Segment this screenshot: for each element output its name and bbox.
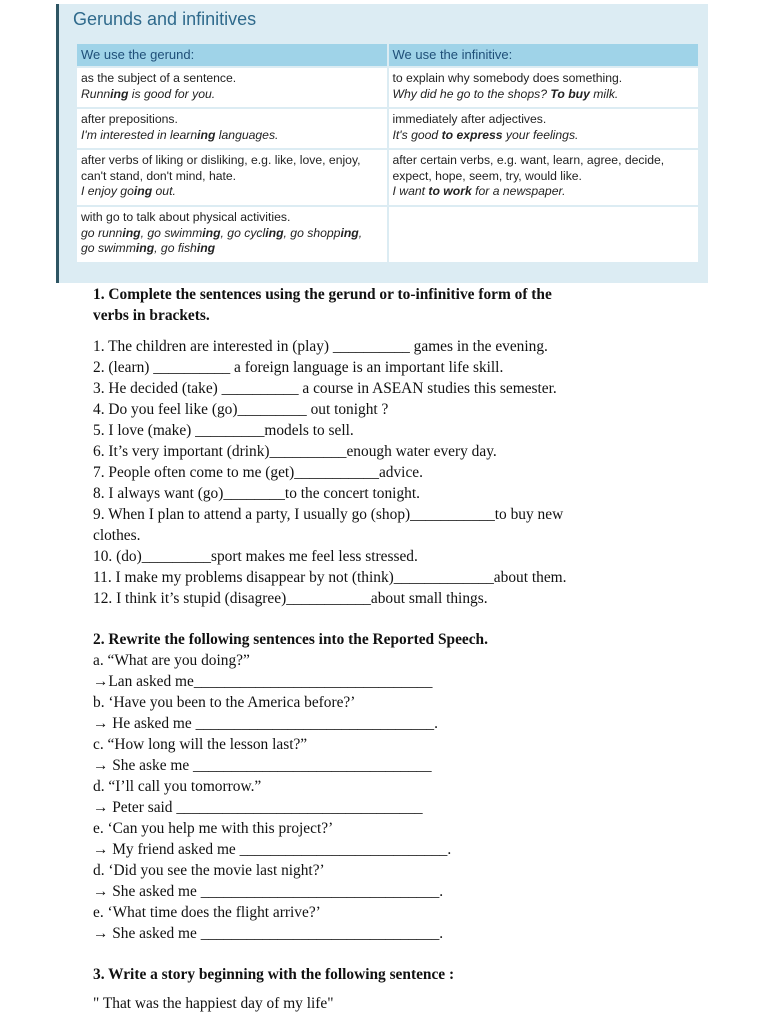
infinitive-cell — [388, 67, 700, 108]
reported-speech-line: →Lan asked me_______________________________ — [93, 673, 433, 690]
example-text: It's good to express your feelings. — [392, 127, 579, 142]
exercise-item: 1. The children are interested in (play) __________ games in the evening. — [93, 338, 548, 355]
reported-speech-line: b. ‘Have you been to the America before?’ — [93, 694, 356, 711]
gerund-cell — [76, 206, 388, 263]
example-text: Running is good for you. — [81, 86, 216, 101]
exercise-item: 9. When I plan to attend a party, I usually go (shop)___________to buy new — [93, 506, 564, 523]
exercise-item: 2. (learn) __________ a foreign language is an important life skill. — [93, 359, 504, 376]
reported-speech-line: → She aske me _______________________________ — [93, 757, 432, 774]
rule-text: expect, hope, seem, try, would like. — [392, 168, 582, 183]
grammar-reference-box — [56, 4, 708, 283]
infinitive-cell — [388, 149, 700, 206]
worksheet — [93, 283, 693, 1014]
exercise-item: 12. I think it’s stupid (disagree)___________about small things. — [93, 590, 488, 607]
section1-items — [93, 336, 693, 609]
reported-speech-line: c. “How long will the lesson last?” — [93, 736, 308, 753]
table-row — [76, 149, 699, 206]
example-text: I want to work for a newspaper. — [392, 184, 566, 198]
exercise-item: 7. People often come to me (get)___________advice. — [93, 464, 423, 481]
section1-heading-cont: verbs in brackets. — [93, 307, 210, 324]
example-text: go running, go swimming, go cycling, go shopping, — [81, 225, 363, 240]
example-text: I'm interested in learning languages. — [81, 127, 279, 142]
exercise-item: 10. (do)_________sport makes me feel less stressed. — [93, 548, 418, 565]
section2-heading: 2. Rewrite the following sentences into the Reported Speech. — [93, 631, 488, 648]
gerund-cell — [76, 108, 388, 149]
section3-heading: 3. Write a story beginning with the following sentence : — [93, 966, 455, 983]
rule-text: after verbs of liking or disliking, e.g. like, love, enjoy, — [81, 153, 361, 167]
reported-speech-line: → She asked me _______________________________. — [93, 925, 444, 942]
story-sentence: " That was the happiest day of my life" — [93, 995, 334, 1012]
table-row — [76, 206, 699, 263]
empty-cell — [388, 206, 700, 263]
exercise-item: 3. He decided (take) __________ a course in ASEAN studies this semester. — [93, 380, 557, 397]
example-text: Why did he go to the shops? To buy milk. — [392, 86, 619, 101]
exercise-item: clothes. — [93, 527, 141, 544]
rule-text: immediately after adjectives. — [392, 112, 547, 126]
example-text: I enjoy going out. — [81, 184, 176, 198]
exercise-item: 5. I love (make) _________models to sell. — [93, 422, 354, 439]
reported-speech-line: → My friend asked me ___________________________. — [93, 841, 452, 858]
gerund-column-header: We use the gerund: — [76, 43, 388, 67]
grammar-table — [75, 42, 700, 264]
exercise-item: 11. I make my problems disappear by not (think)_____________about them. — [93, 569, 567, 586]
reported-speech-line: d. ‘Did you see the movie last night?’ — [93, 862, 325, 879]
exercise-item: 6. It’s very important (drink)__________enough water every day. — [93, 443, 497, 460]
infinitive-cell — [388, 108, 700, 149]
reported-speech-line: e. ‘Can you help me with this project?’ — [93, 820, 334, 837]
rule-text: with go to talk about physical activities. — [81, 210, 291, 224]
table-row — [76, 108, 699, 149]
reported-speech-line: → Peter said ________________________________ — [93, 799, 423, 816]
reported-speech-line: e. ‘What time does the flight arrive?’ — [93, 904, 321, 921]
rule-text: to explain why somebody does something. — [392, 71, 623, 85]
exercise-item: 4. Do you feel like (go)_________ out tonight ? — [93, 401, 389, 418]
reported-speech-line: → He asked me _______________________________. — [93, 715, 438, 732]
reported-speech-line: a. “What are you doing?” — [93, 652, 250, 669]
gerund-cell — [76, 67, 388, 108]
example-text: go swimming, go fishing — [81, 241, 216, 255]
gerund-cell — [76, 149, 388, 206]
rule-text: after prepositions. — [81, 112, 178, 126]
exercise-item: 8. I always want (go)________to the concert tonight. — [93, 485, 420, 502]
reported-speech-line: d. “I’ll call you tomorrow.” — [93, 778, 262, 795]
section2-lines — [93, 650, 693, 944]
grammar-box-title: Gerunds and infinitives — [73, 9, 257, 29]
rule-text: as the subject of a sentence. — [81, 71, 237, 85]
table-row — [76, 67, 699, 108]
infinitive-column-header: We use the infinitive: — [388, 43, 700, 67]
rule-text: can't stand, don't mind, hate. — [81, 168, 237, 183]
rule-text: after certain verbs, e.g. want, learn, agree, decide, — [392, 153, 665, 167]
section1-heading: 1. Complete the sentences using the gerund or to-infinitive form of the — [93, 286, 552, 303]
reported-speech-line: → She asked me _______________________________. — [93, 883, 444, 900]
